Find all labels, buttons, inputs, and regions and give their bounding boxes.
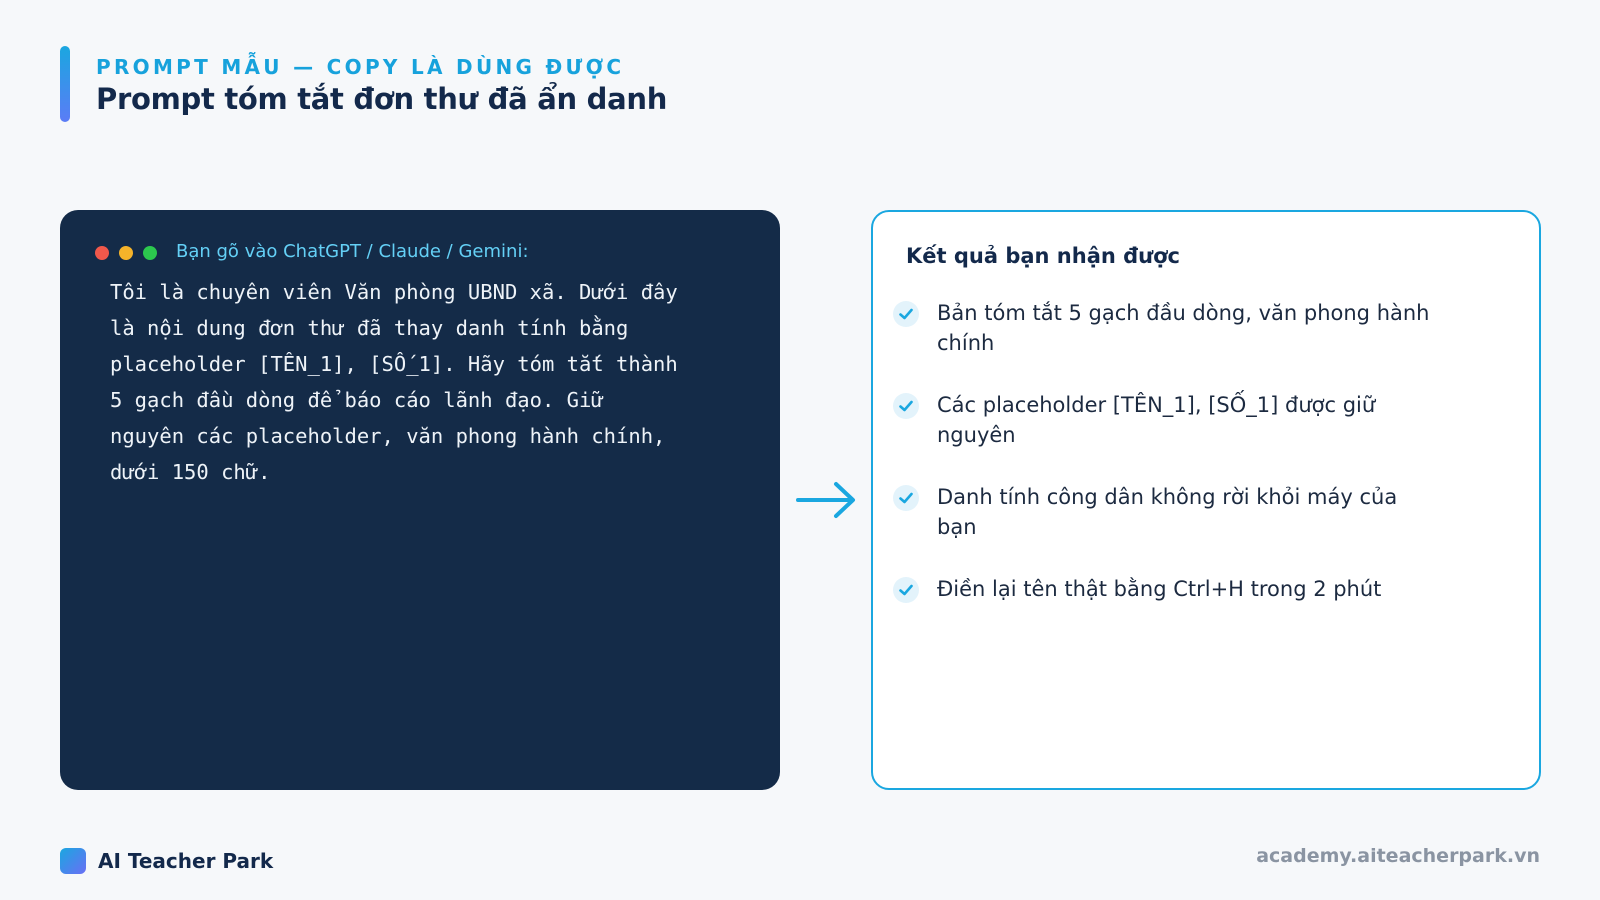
result-item-text: Các placeholder [TÊN_1], [SỐ_1] được giữ nguyên	[937, 393, 1376, 447]
result-item-text: Điền lại tên thật bằng Ctrl+H trong 2 phút	[937, 577, 1382, 601]
result-list	[893, 298, 1453, 666]
prompt-text[interactable]: Tôi là chuyên viên Văn phòng UBND xã. Dưới đây là nội dung đơn thư đã thay danh tính bằng placeholder [TÊN_1], [SỐ_1]. Hãy tóm tắt thành 5 gạch đầu dòng để báo cáo lãnh đạo. Giữ nguyên các placeholder, văn phong hành chính, dưới 150 chữ.	[110, 280, 691, 484]
maximize-dot-icon	[143, 246, 157, 260]
minimize-dot-icon	[119, 246, 133, 260]
arrow-right-icon	[796, 480, 858, 520]
check-icon	[893, 485, 919, 511]
result-item	[893, 482, 1453, 574]
brand-name: AI Teacher Park	[98, 849, 274, 873]
header-kicker: PROMPT MẪU — COPY LÀ DÙNG ĐƯỢC	[96, 55, 625, 79]
check-icon	[893, 393, 919, 419]
check-icon	[893, 301, 919, 327]
prompt-card	[60, 210, 780, 790]
check-icon	[893, 577, 919, 603]
close-dot-icon	[95, 246, 109, 260]
result-item	[893, 298, 1453, 390]
prompt-caption: Bạn gõ vào ChatGPT / Claude / Gemini:	[176, 241, 529, 262]
result-card	[871, 210, 1541, 790]
header-accent-bar	[60, 46, 70, 122]
result-item-text: Bản tóm tắt 5 gạch đầu dòng, văn phong hành chính	[937, 301, 1430, 355]
page-title: Prompt tóm tắt đơn thư đã ẩn danh	[96, 82, 668, 116]
result-item	[893, 390, 1453, 482]
result-item-text: Danh tính công dân không rời khỏi máy của bạn	[937, 485, 1398, 539]
result-title: Kết quả bạn nhận được	[906, 244, 1180, 268]
brand-logo-icon	[60, 848, 86, 874]
result-item	[893, 574, 1453, 666]
site-url-link[interactable]: academy.aiteacherpark.vn	[1256, 845, 1540, 867]
